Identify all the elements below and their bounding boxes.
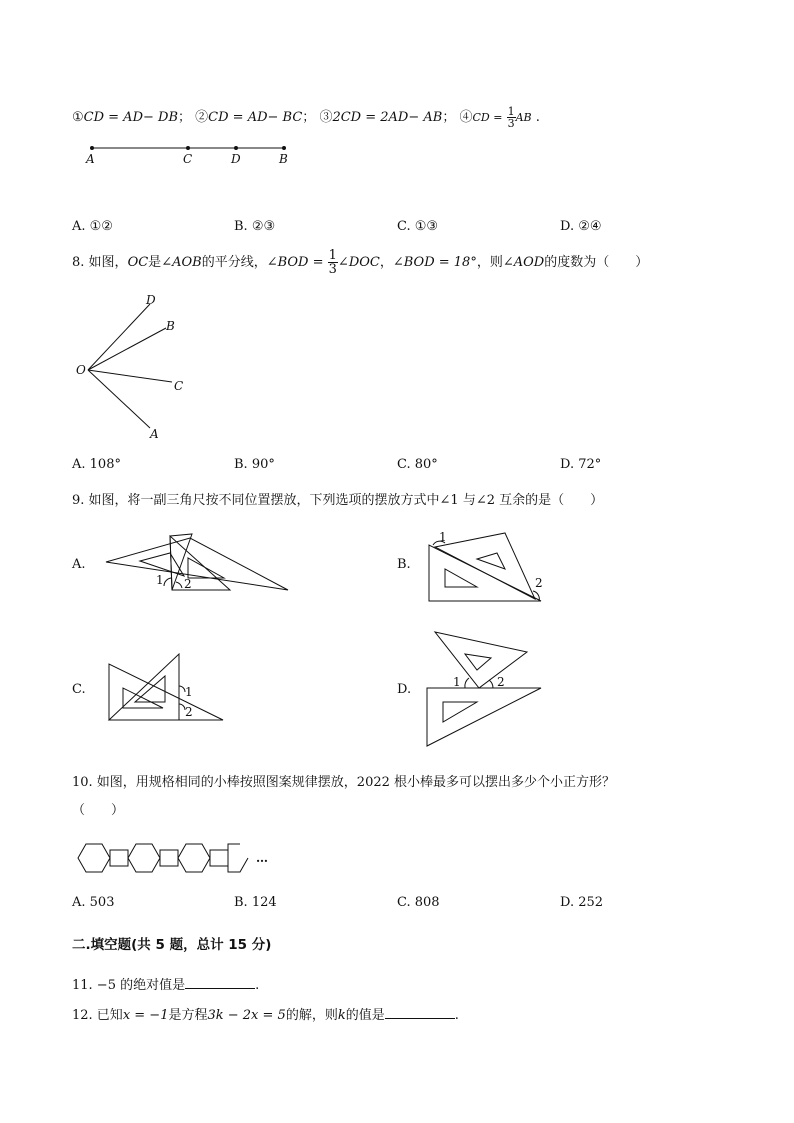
q8-option-c[interactable]: C. 80° [397,457,438,472]
q8-option-b[interactable]: B. 90° [234,457,275,472]
svg-text:1: 1 [439,530,447,544]
label-b: B [166,319,175,333]
point-b-label: B [279,152,288,166]
answer-blank[interactable] [185,976,255,989]
svg-text:2: 2 [497,675,505,689]
answer-blank[interactable] [385,1006,455,1019]
q10-option-a[interactable]: A. 503 [72,895,115,910]
q7-fraction: $\frac{1}{3}$ [507,105,515,130]
section-title: 二.填空题(共 5 题，总计 15 分) [72,937,272,953]
q10-option-b[interactable]: B. 124 [234,895,277,910]
label-d: D [146,293,156,307]
q9-option-c-figure[interactable] [105,650,235,725]
q7-segment-figure [80,140,300,170]
q8-question: 8. 如图，OC是∠AOB的平分线，∠BOD = $\frac{1}{3}$ ∠DOC，∠BOD = 18°，则∠AOD的度数为（ ） [72,248,649,277]
q8-fraction: $\frac{1}{3}$ [328,248,337,277]
q9-option-a-label[interactable]: A. [72,557,86,572]
point-c-label: C [183,152,193,166]
point-d-label: D [231,152,241,166]
q9-option-d-label[interactable]: D. [397,682,412,697]
q7-option-c[interactable]: C. ①③ [397,219,439,234]
svg-text:…: … [256,851,268,865]
svg-text:2: 2 [185,705,193,719]
q9-option-a-figure[interactable] [100,530,300,600]
q9-option-b-figure[interactable] [425,527,555,607]
q7-option-d[interactable]: D. ②④ [560,219,602,234]
q11-question: 11. −5 的绝对值是 . [72,978,260,993]
svg-text:1: 1 [156,573,164,587]
q8-option-d[interactable]: D. 72° [560,457,602,472]
q9-question: 9. 如图，将一副三角尺按不同位置摆放，下列选项的摆放方式中∠1 与∠2 互余的是（ ） [72,493,604,508]
label-c: C [174,379,184,393]
q12-question: 12. 已知x = −1是方程3k − 2x = 5的解，则k的值是 . [72,1008,459,1023]
q10-paren: （ ） [72,803,125,818]
svg-text:2: 2 [535,576,543,590]
svg-text:2: 2 [184,577,192,591]
q7-option-b[interactable]: B. ②③ [234,219,276,234]
q7-option-a[interactable]: A. ①② [72,219,113,234]
q9-option-c-label[interactable]: C. [72,682,86,697]
q9-option-b-label[interactable]: B. [397,557,411,572]
label-o: O [76,363,86,377]
q9-option-d-figure[interactable] [425,628,545,750]
q10-question: 10. 如图，用规格相同的小棒按照图案规律摆放，2022 根小棒最多可以摆出多少个小正方形？ [72,775,616,790]
q10-pattern-figure [78,840,278,880]
q8-option-a[interactable]: A. 108° [72,457,121,472]
svg-text:1: 1 [185,685,193,699]
svg-text:1: 1 [453,675,461,689]
label-a: A [150,427,159,441]
q10-option-d[interactable]: D. 252 [560,895,604,910]
q7-statements: ①CD = AD− DB； ②CD = AD− BC； ③2CD = 2AD− AB； ④CD = $\frac{1}{3}$ AB . [72,105,540,130]
point-a-label: A [86,152,95,166]
q8-angle-figure [70,290,200,450]
q10-option-c[interactable]: C. 808 [397,895,440,910]
